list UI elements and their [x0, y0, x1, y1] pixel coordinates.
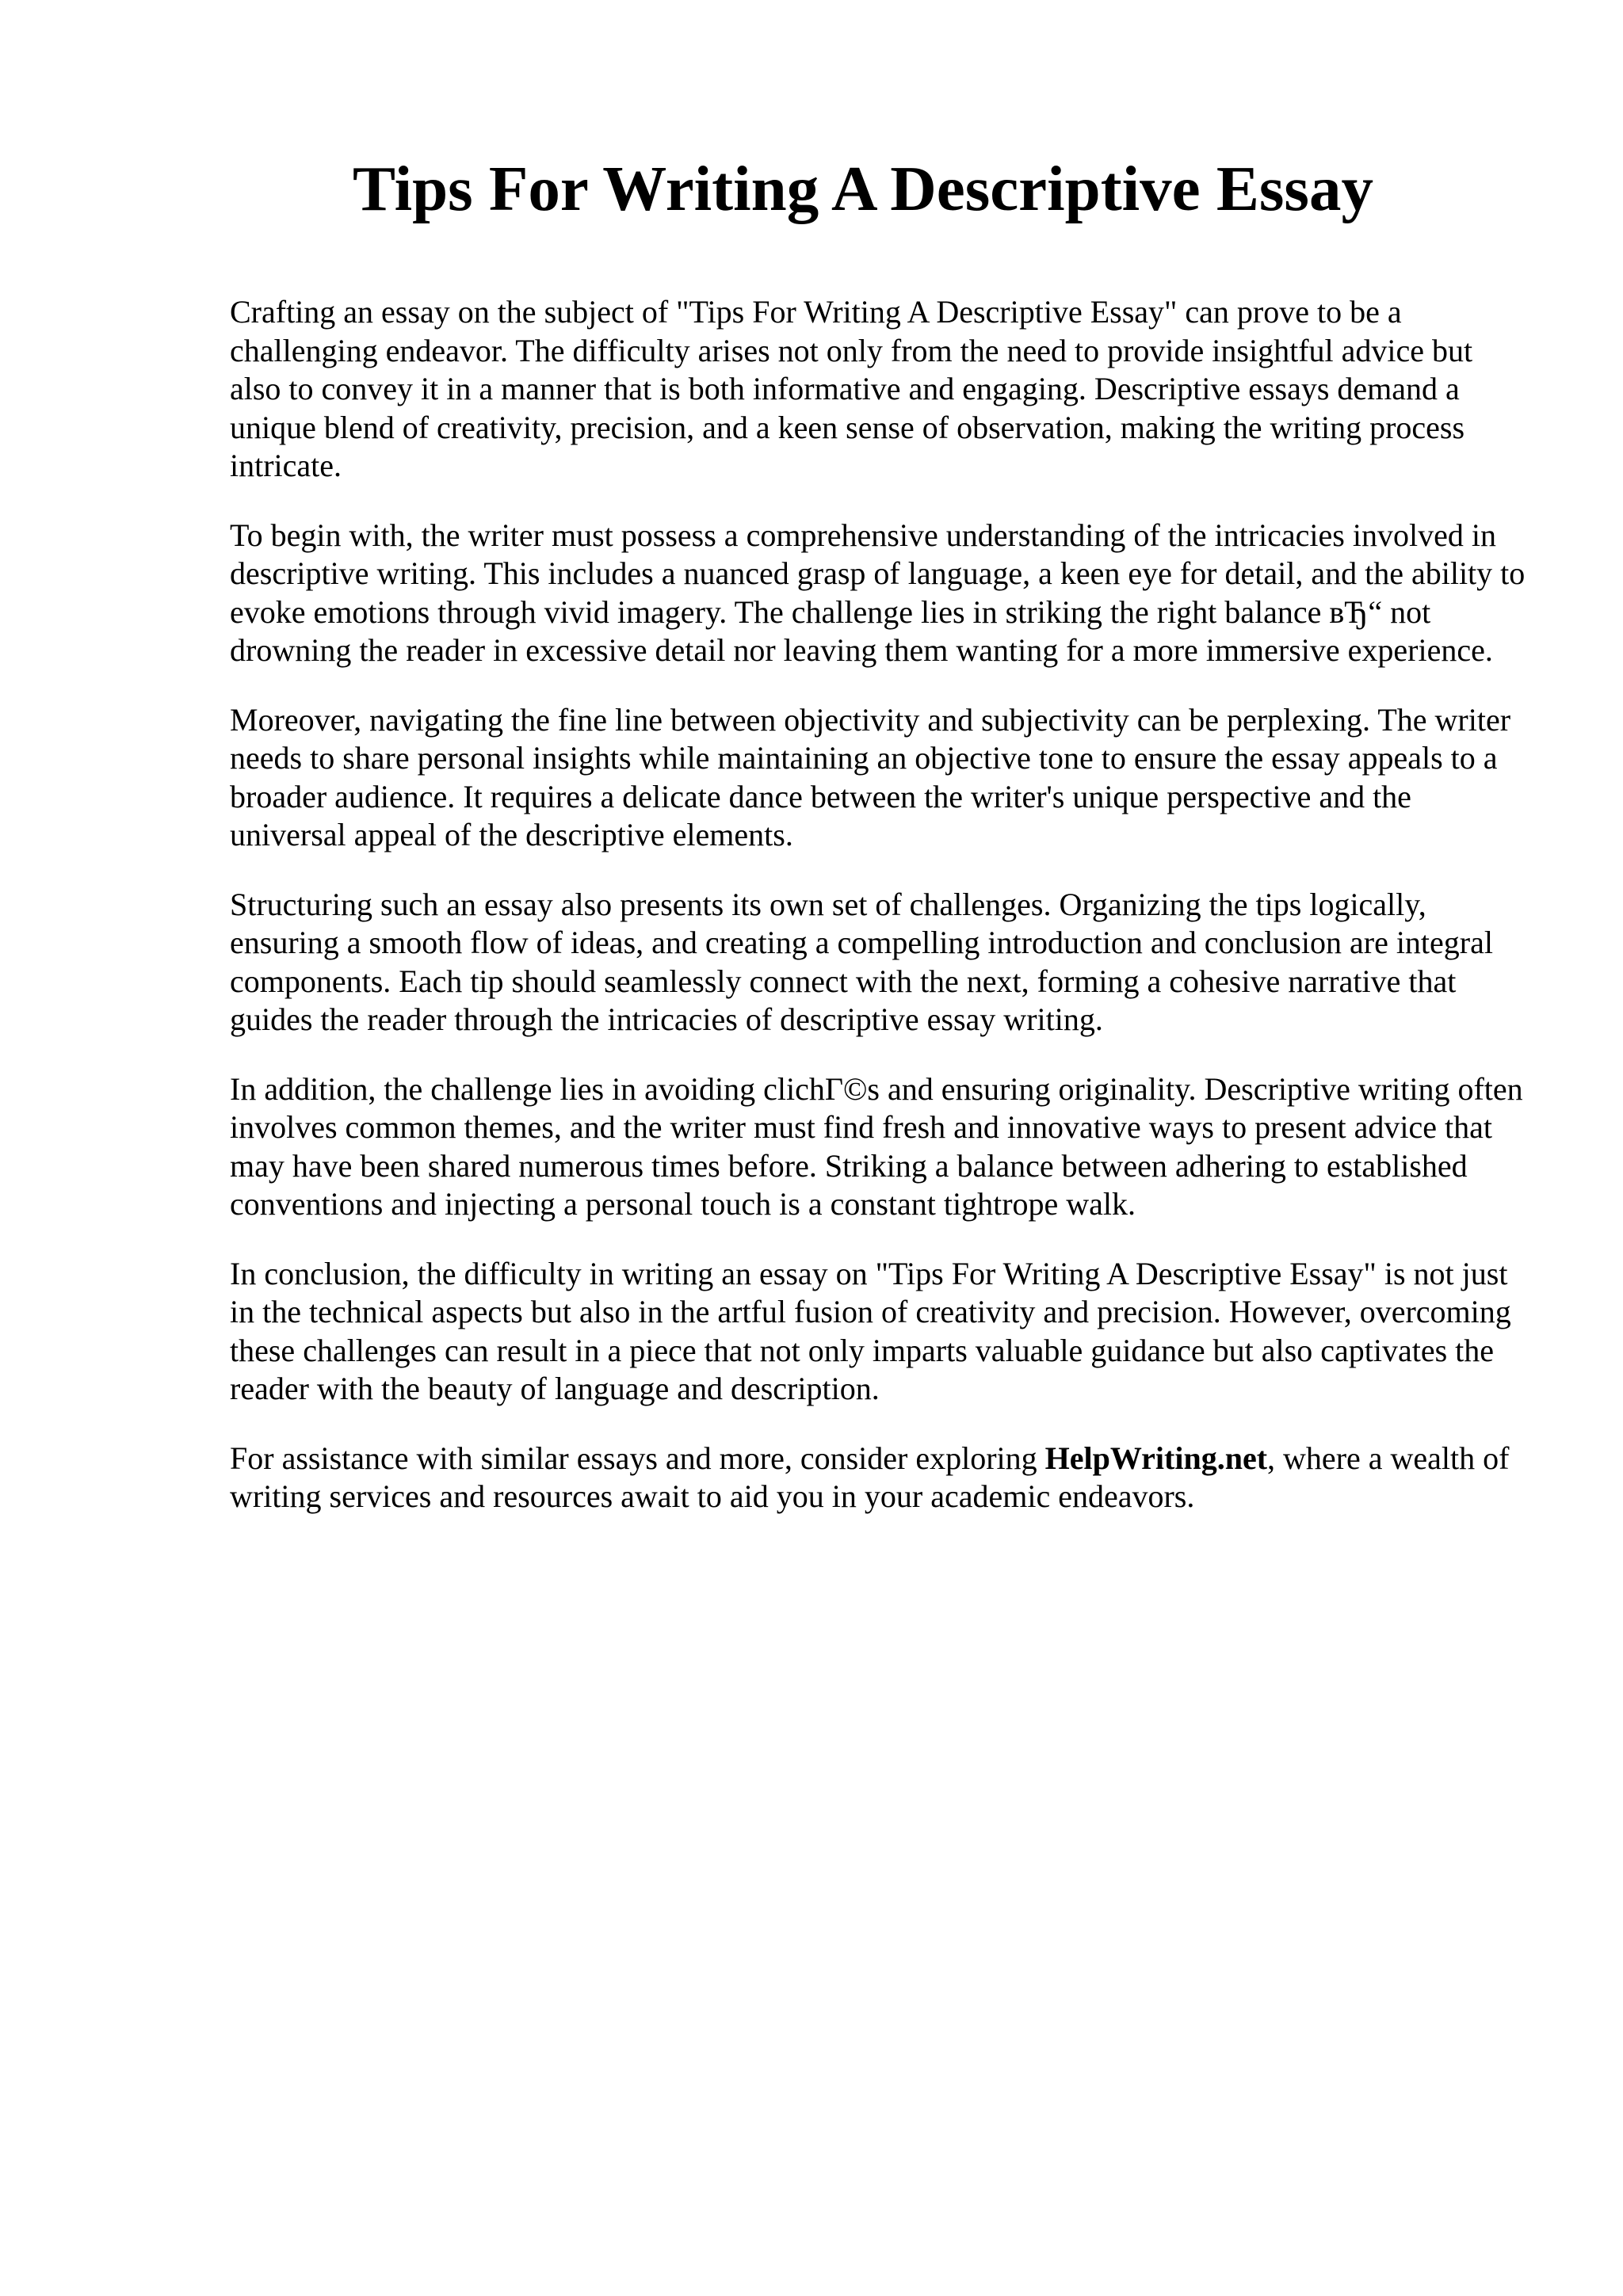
- document-title: Tips For Writing A Descriptive Essay: [353, 153, 1373, 224]
- paragraph-objectivity: Moreover, navigating the fine line between objectivity and subjectivity can be perplexing. The writer needs to share personal insights while maintaining an objective tone to ensure the essay appeals to a broader audience. It requires a delicate dance between the writer's unique perspective and the universal appeal of the descriptive elements.: [230, 701, 1511, 852]
- closing-text-after-link: , where a wealth of writing services and resources await to aid you in your academic endeavors.: [230, 1440, 1510, 1514]
- closing-text-before-link: For assistance with similar essays and more, consider exploring: [230, 1440, 1045, 1476]
- paragraph-closing: [230, 1440, 1529, 1516]
- paragraph-originality: In addition, the challenge lies in avoiding clichГ©s and ensuring originality. Descriptive writing often involves common themes, and the writer must find fresh and innovative ways to present advice that may have been shared numerous times before. Striking a balance between adhering to established conventions and injecting a personal touch is a constant tightrope walk.: [230, 1070, 1523, 1222]
- helpwriting-link[interactable]: HelpWriting.net: [1044, 1440, 1268, 1476]
- document-body: [230, 293, 1529, 1547]
- paragraph-structuring: Structuring such an essay also presents its own set of challenges. Organizing the tips logically, ensuring a smooth flow of ideas, and creating a compelling introduction and conclusion are integral components. Each tip should seamlessly connect with the next, forming a cohesive narrative that guides the reader through the intricacies of descriptive essay writing.: [230, 886, 1493, 1037]
- paragraph-intro: Crafting an essay on the subject of "Tips For Writing A Descriptive Essay" can prove to be a challenging endeavor. The difficulty arises not only from the need to provide insightful advice but also to convey it in a manner that is both informative and engaging. Descriptive essays demand a unique blend of creativity, precision, and a keen sense of observation, making the writing process intricate.: [230, 294, 1473, 483]
- paragraph-understanding: To begin with, the writer must possess a comprehensive understanding of the intricacies involved in descriptive writing. This includes a nuanced grasp of language, a keen eye for detail, and the ability to evoke emotions through vivid imagery. The challenge lies in striking the right balance вЂ“ not drowning the reader in excessive detail nor leaving them wanting for a more immersive experience.: [230, 517, 1526, 668]
- paragraph-conclusion: In conclusion, the difficulty in writing an essay on "Tips For Writing A Descriptive Essay" is not just in the technical aspects but also in the artful fusion of creativity and precision. However, overcoming these challenges can result in a piece that not only imparts valuable guidance but also captivates the reader with the beauty of language and description.: [230, 1255, 1511, 1406]
